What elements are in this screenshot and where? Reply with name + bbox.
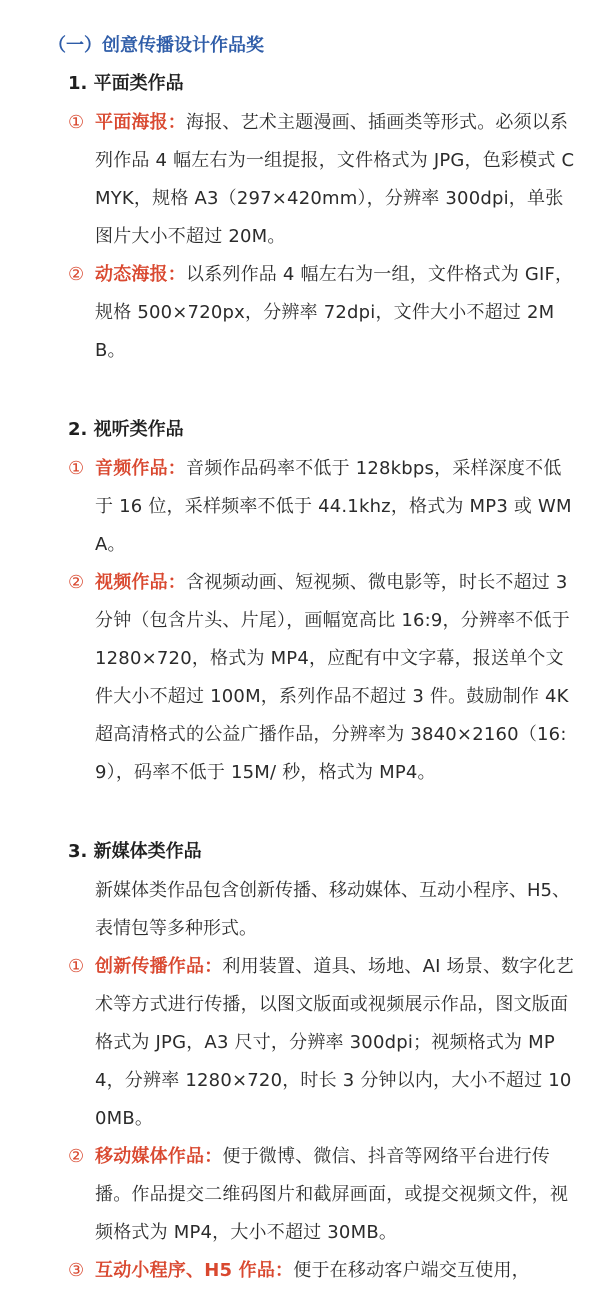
list-item <box>68 1138 578 1252</box>
subsection-new-media-works <box>68 838 578 1290</box>
item-label: 移动媒体作品： <box>95 1146 223 1167</box>
item-marker: ① <box>68 112 85 133</box>
item-label: 创新传播作品： <box>95 956 223 977</box>
item-marker: ③ <box>68 1260 85 1281</box>
subsection-title: 2. 视听类作品 <box>68 419 184 440</box>
item-label: 音频作品： <box>95 458 186 479</box>
list-item <box>68 104 578 256</box>
item-text: 以系列作品 4 幅左右为一组，文件格式为 GIF，规格 500×720px，分辨率 72dpi，文件大小不超过 2MB。 <box>95 264 574 361</box>
item-label: 平面海报： <box>95 112 186 133</box>
item-marker: ① <box>68 956 85 977</box>
item-text: 音频作品码率不低于 128kbps，采样深度不低于 16 位，采样频率不低于 44.1khz，格式为 MP3 或 WMA。 <box>95 458 572 555</box>
item-marker: ① <box>68 458 85 479</box>
subsection-print-works <box>68 70 578 370</box>
item-text: 便于微博、微信、抖音等网络平台进行传播。作品提交二维码图片和截屏画面，或提交视频文件，视频格式为 MP4，大小不超过 30MB。 <box>95 1146 569 1243</box>
list-item <box>68 256 578 370</box>
list-item <box>68 948 578 1138</box>
subsection-title: 3. 新媒体类作品 <box>68 841 202 862</box>
subsection-title: 1. 平面类作品 <box>68 73 184 94</box>
item-label: 动态海报： <box>95 264 186 285</box>
item-label: 视频作品： <box>95 572 186 593</box>
item-marker: ② <box>68 264 85 285</box>
item-text: 便于在移动客户端交互使用， <box>293 1260 530 1281</box>
item-label: 互动小程序、H5 作品： <box>95 1260 294 1281</box>
item-text: 含视频动画、短视频、微电影等，时长不超过 3 分钟（包含片头、片尾），画幅宽高比 16:9，分辨率不低于 1280×720，格式为 MP4，应配有中文字幕，报送单个文件大小不超过 100M，系列作品不超过 3 件。鼓励制作 4K 超高清格式的公益广播作品，分辨率为 3840×2160（16:9），码率不低于 15M/ 秒，格式为 MP4。 <box>95 572 570 783</box>
list-item <box>68 450 578 564</box>
item-marker: ② <box>68 1146 85 1167</box>
list-item <box>68 1252 578 1290</box>
subsection-audiovisual-works <box>68 416 578 792</box>
list-item <box>68 564 578 792</box>
subsection-intro: 新媒体类作品包含创新传播、移动媒体、互动小程序、H5、表情包等多种形式。 <box>95 880 570 939</box>
item-marker: ② <box>68 572 85 593</box>
section-title: （一）创意传播设计作品奖 <box>48 35 264 56</box>
item-text: 利用装置、道具、场地、AI 场景、数字化艺术等方式进行传播，以图文版面或视频展示作品，图文版面格式为 JPG，A3 尺寸，分辨率 300dpi；视频格式为 MP4，分辨率 1280×720，时长 3 分钟以内，大小不超过 100MB。 <box>95 956 574 1129</box>
item-text: 海报、艺术主题漫画、插画类等形式。必须以系列作品 4 幅左右为一组提报，文件格式为 JPG，色彩模式 CMYK，规格 A3（297×420mm），分辨率 300dpi，单张图片大小不超过 20M。 <box>95 112 575 247</box>
